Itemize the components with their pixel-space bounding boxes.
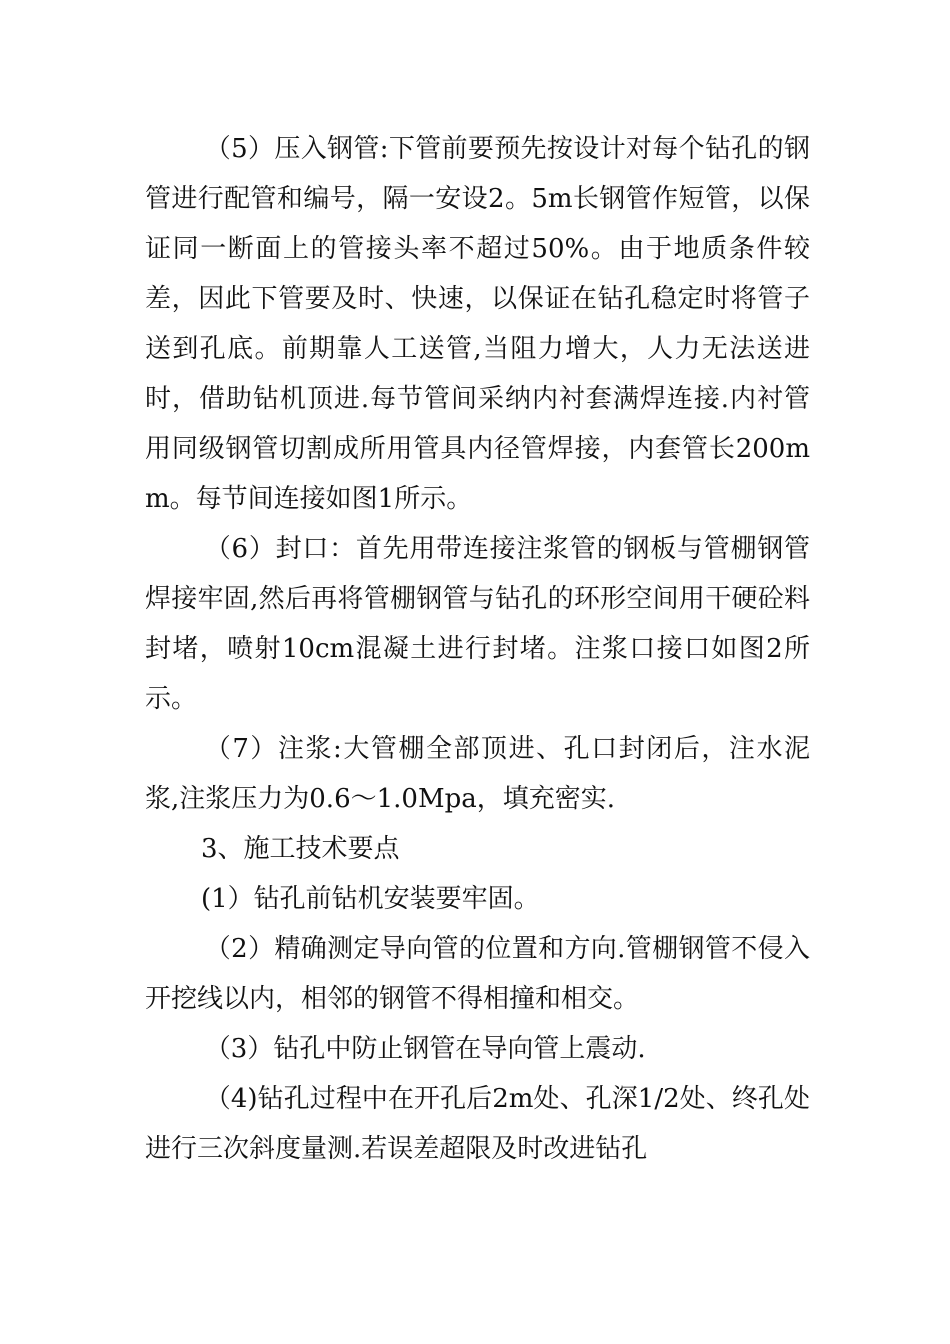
paragraph-drill-installation: (1）钻孔前钻机安装要牢固。 xyxy=(201,884,540,914)
paragraph-sealing: （6）封口：首先用带连接注浆管的钢板与管棚钢管焊接牢固,然后再将管棚钢管与钻孔的环形空间用干硬砼料封堵，喷射10cm混凝土进行封堵。注浆口接口如图2所示。 xyxy=(145,534,810,714)
paragraph-grouting: （7）注浆:大管棚全部顶进、孔口封闭后，注水泥浆,注浆压力为0.6～1.0Mpa，填充密实. xyxy=(145,734,810,814)
document-body xyxy=(145,124,810,1174)
paragraph-prevent-vibration: （3）钻孔中防止钢管在导向管上震动. xyxy=(204,1034,646,1064)
paragraph-steel-pipe-insertion: （5）压入钢管:下管前要预先按设计对每个钻孔的钢管进行配管和编号，隔一安设2。5m长钢管作短管，以保证同一断面上的管接头率不超过50%。由于地质条件较差，因此下管要及时、快速，以保证在钻孔稳定时将管子送到孔底。前期靠人工送管,当阻力增大，人力无法送进时，借助钻机顶进.每节管间采纳内衬套满焊连接.内衬管用同级钢管切割成所用管具内径管焊接，内套管长200mm。每节间连接如图1所示。 xyxy=(145,134,810,514)
paragraph-guide-pipe-position: （2）精确测定导向管的位置和方向.管棚钢管不侵入开挖线以内，相邻的钢管不得相撞和相交。 xyxy=(145,934,810,1014)
paragraph-inclination-measurement: （4)钻孔过程中在开孔后2m处、孔深1/2处、终孔处进行三次斜度量测.若误差超限及时改进钻孔 xyxy=(145,1084,810,1164)
section-heading-technical-points: 3、施工技术要点 xyxy=(201,834,400,864)
